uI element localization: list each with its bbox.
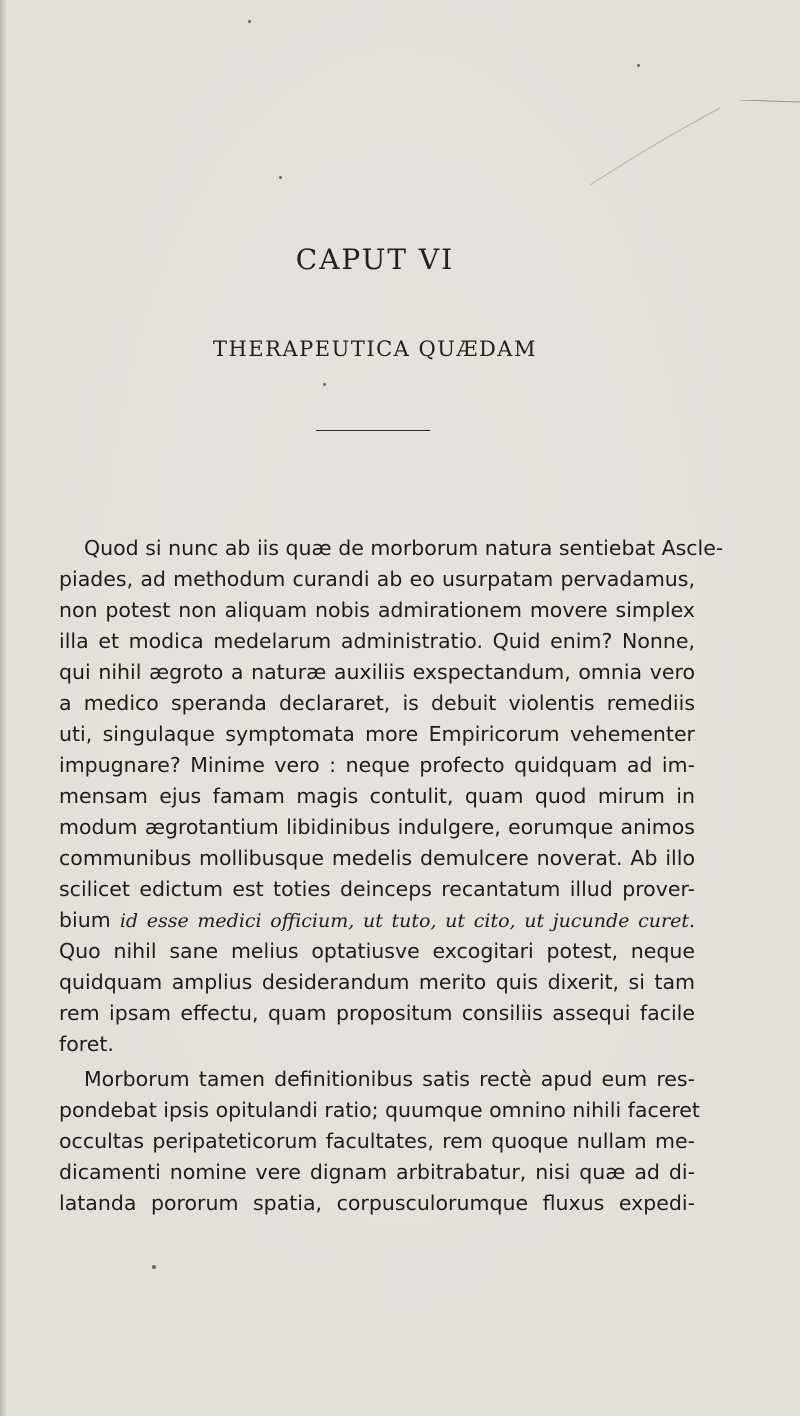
- body-text: [59, 533, 724, 1219]
- chapter-subtitle: THERAPEUTICA QUÆDAM: [213, 337, 537, 361]
- speck: [248, 20, 251, 23]
- text-line-with-italic: [59, 905, 695, 936]
- speck: [279, 176, 282, 179]
- title-rule: [316, 430, 430, 431]
- text-line: pondebat ipsis opitulandi ratio; quumque omnino nihili faceret: [59, 1098, 700, 1122]
- text-line: dicamenti nomine vere dignam arbitrabatur, nisi quæ ad di-: [59, 1160, 695, 1184]
- text-span: bium: [59, 908, 120, 932]
- text-line: quidquam amplius desiderandum merito quis dixerit, si tam: [59, 970, 695, 994]
- speck: [323, 383, 326, 386]
- text-line: modum ægrotantium libidinibus indulgere, eorumque animos: [59, 815, 695, 839]
- text-line: illa et modica medelarum administratio. Quid enim? Nonne,: [59, 629, 695, 653]
- speck: [637, 64, 640, 67]
- text-line: qui nihil ægroto a naturæ auxiliis exspectandum, omnia vero: [59, 660, 695, 684]
- speck: [152, 1265, 156, 1269]
- text-line: uti, singulaque symptomata more Empiricorum vehementer: [59, 722, 695, 746]
- text-line: communibus mollibusque medelis demulcere noverat. Ab illo: [59, 846, 695, 870]
- page-crease-mark: [590, 100, 800, 190]
- text-line: mensam ejus famam magis contulit, quam quod mirum in: [59, 784, 695, 808]
- text-line: foret.: [59, 1032, 114, 1056]
- text-line: scilicet edictum est toties deinceps recantatum illud prover-: [59, 877, 695, 901]
- text-line: piades, ad methodum curandi ab eo usurpatam pervadamus,: [59, 567, 695, 591]
- text-line: occultas peripateticorum facultates, rem quoque nullam me-: [59, 1129, 695, 1153]
- page-left-edge: [0, 0, 6, 1416]
- italic-proverb: id esse medici officium, ut tuto, ut cito, ut jucunde curet.: [119, 910, 695, 932]
- chapter-title: CAPUT VI: [295, 243, 455, 276]
- text-line: Morborum tamen definitionibus satis rectè apud eum res-: [84, 1067, 695, 1091]
- text-line: latanda pororum spatia, corpusculorumque fluxus expedi-: [59, 1191, 695, 1215]
- text-line: impugnare? Minime vero : neque profecto quidquam ad im-: [59, 753, 695, 777]
- text-line: non potest non aliquam nobis admirationem movere simplex: [59, 598, 695, 622]
- text-line: Quo nihil sane melius optatiusve excogitari potest, neque: [59, 939, 695, 963]
- text-line: rem ipsam effectu, quam propositum consiliis assequi facile: [59, 1001, 695, 1025]
- text-line: Quod si nunc ab iis quæ de morborum natura sentiebat Ascle-: [84, 536, 724, 560]
- text-line: a medico speranda declararet, is debuit violentis remediis: [59, 691, 695, 715]
